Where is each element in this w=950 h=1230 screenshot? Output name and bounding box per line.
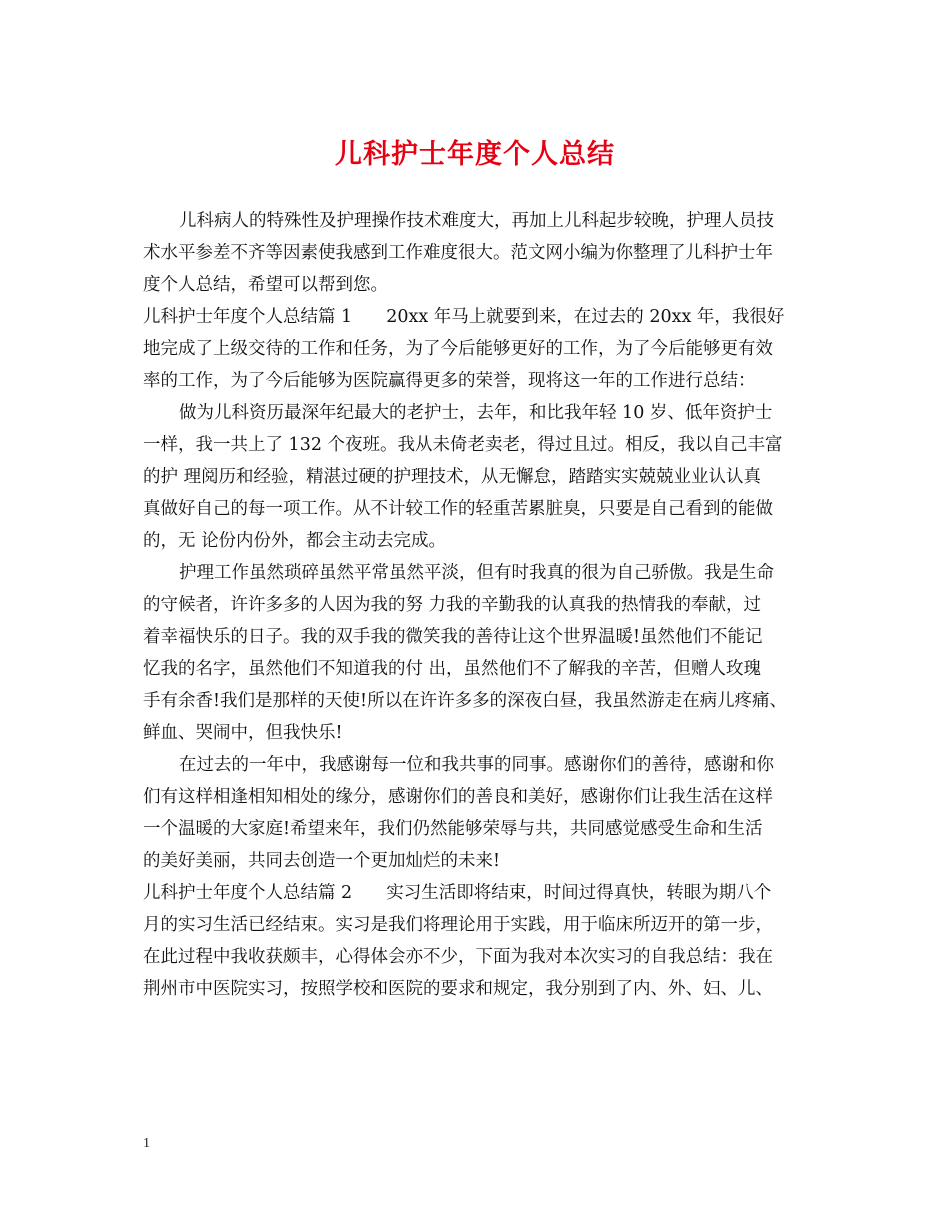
paragraph-line (143, 653, 823, 685)
line-text: 手有余香!我们是那样的天使!所以在许许多多的深夜白昼，我虽然游走在病儿疼痛、 (143, 691, 788, 711)
line-text: 的美好美丽，共同去创造一个更加灿烂的未来! (143, 851, 501, 871)
paragraph-line (143, 781, 823, 813)
section-heading-line (143, 877, 823, 909)
line-text: 的守候者，许许多多的人因为我的努 力我的辛勤我的认真我的热情我的奉献，过 (143, 595, 762, 615)
line-text: 在过去的一年中，我感谢每一位和我共事的同事。感谢你们的善待，感谢和你 (179, 755, 774, 775)
line-text: 的，无 论份内份外，都会主动去完成。 (143, 531, 447, 551)
section-heading: 儿科护士年度个人总结篇 2 (143, 883, 353, 903)
document-title: 儿科护士年度个人总结 (335, 139, 615, 170)
paragraph-line (143, 557, 823, 589)
page-number: 1 (143, 1136, 150, 1151)
paragraph-line (143, 429, 823, 461)
line-text: 度个人总结，希望可以帮到您。 (143, 275, 388, 295)
document-body (143, 205, 823, 1005)
paragraph-line (143, 589, 823, 621)
line-text: 真做好自己的每一项工作。从不计较工作的轻重苦累脏臭，只要是自己看到的能做 (143, 499, 773, 519)
line-text: 在此过程中我收获颇丰，心得体会亦不少，下面为我对本次实习的自我总结：我在 (143, 947, 773, 967)
paragraph-line (143, 973, 823, 1005)
paragraph-line (143, 365, 823, 397)
section-heading-line (143, 301, 823, 333)
paragraph-line (143, 397, 823, 429)
line-text: 护理工作虽然琐碎虽然平常虽然平淡，但有时我真的很为自己骄傲。我是生命 (179, 563, 774, 583)
paragraph-line (143, 813, 823, 845)
line-text: 们有这样相逢相知相处的缘分，感谢你们的善良和美好，感谢你们让我生活在这样 (143, 787, 773, 807)
section-heading: 儿科护士年度个人总结篇 1 (143, 307, 353, 327)
paragraph-line (143, 717, 823, 749)
line-text: 着幸福快乐的日子。我的双手我的微笑我的善待让这个世界温暖!虽然他们不能记 (143, 627, 763, 647)
line-text: 的护 理阅历和经验，精湛过硬的护理技术，从无懈怠，踏踏实实兢兢业业认认真 (143, 467, 762, 487)
paragraph-line (143, 461, 823, 493)
line-text: 忆我的名字，虽然他们不知道我的付 出，虽然他们不了解我的辛苦，但赠人玫瑰 (143, 659, 762, 679)
paragraph-line (143, 525, 823, 557)
line-text: 儿科病人的特殊性及护理操作技术难度大，再加上儿科起步较晚，护理人员技 (179, 211, 774, 231)
line-text: 实习生活即将结束，时间过得真快，转眼为期八个 (386, 883, 772, 903)
line-text: 地完成了上级交待的工作和任务，为了今后能够更好的工作，为了今后能够更有效 (143, 339, 773, 359)
paragraph-line (143, 685, 823, 717)
line-text: 术水平参差不齐等因素使我感到工作难度很大。范文网小编为你整理了儿科护士年 (143, 243, 773, 263)
line-text: 做为儿科资历最深年纪最大的老护士，去年，和比我年轻 10 岁、低年资护士 (179, 403, 773, 423)
paragraph-line (143, 237, 823, 269)
line-text: 率的工作，为了今后能够为医院赢得更多的荣誉，现将这一年的工作进行总结： (143, 371, 756, 391)
line-text: 一样，我一共上了 132 个夜班。我从未倚老卖老，得过且过。相反，我以自己丰富 (143, 435, 783, 455)
paragraph-line (143, 621, 823, 653)
paragraph-line (143, 333, 823, 365)
line-text: 荆州市中医院实习，按照学校和医院的要求和规定，我分别到了内、外、妇、儿、 (143, 979, 773, 999)
paragraph-line (143, 845, 823, 877)
line-text: 一个温暖的大家庭!希望来年，我们仍然能够荣辱与共，共同感觉感受生命和生活 (143, 819, 763, 839)
paragraph-line (143, 749, 823, 781)
paragraph-line (143, 941, 823, 973)
line-text: 月的实习生活已经结束。实习是我们将理论用于实践，用于临床所迈开的第一步， (143, 915, 773, 935)
paragraph-line (143, 269, 823, 301)
paragraph-line (143, 205, 823, 237)
paragraph-line (143, 909, 823, 941)
line-text: 鲜血、哭闹中，但我快乐! (143, 723, 343, 743)
line-text: 20xx 年马上就要到来，在过去的 20xx 年，我很好 (386, 307, 785, 327)
paragraph-line (143, 493, 823, 525)
